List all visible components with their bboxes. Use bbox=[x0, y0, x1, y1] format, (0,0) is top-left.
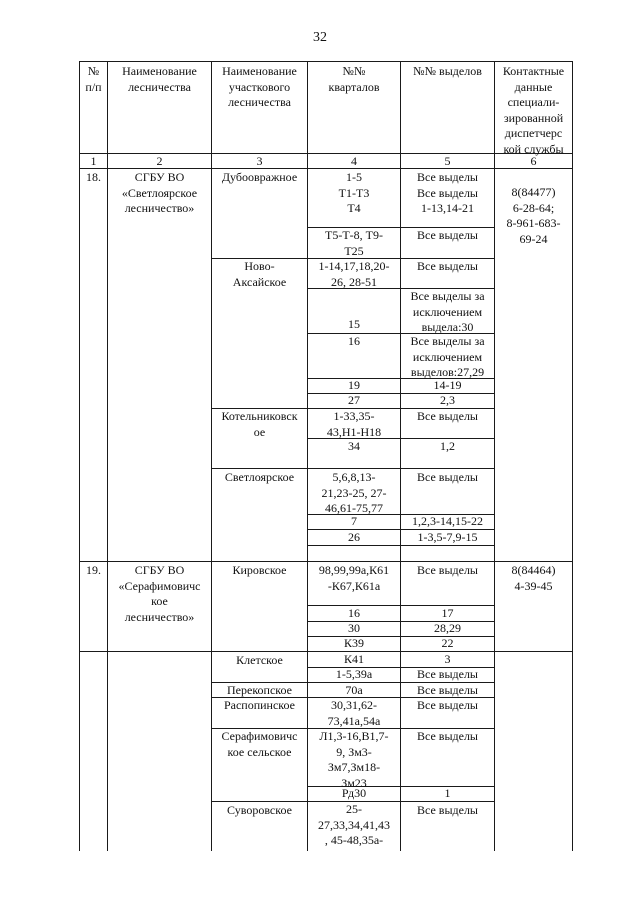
quarters-line: Л1,3-16,В1,7- bbox=[319, 729, 389, 743]
quarters-cell: 16 bbox=[348, 334, 360, 348]
contact-line: 69-24 bbox=[519, 231, 548, 246]
page-number: 32 bbox=[313, 30, 327, 45]
quarters-line: 43,Н1-Н18 bbox=[326, 424, 382, 439]
forestry-name-line: СГБУ ВО bbox=[134, 170, 185, 184]
forestry-name-line: кое bbox=[151, 594, 168, 608]
header-district-line1: Наименование bbox=[222, 64, 297, 78]
sections-cell: 14-19 bbox=[433, 378, 462, 392]
quarters-cell: 15 bbox=[348, 317, 360, 331]
sections-line: выдела:30 bbox=[421, 320, 474, 334]
contact-line: 8(84464) bbox=[511, 563, 556, 577]
header-contacts-line5: диспетчерс bbox=[504, 126, 563, 140]
col-number-4: 4 bbox=[351, 154, 357, 168]
quarters-cell: Рд30 bbox=[341, 786, 367, 800]
header-contacts-line6: кой службы bbox=[503, 141, 564, 156]
quarters-cell bbox=[308, 802, 400, 849]
header-forestry-line1: Наименование bbox=[122, 64, 197, 78]
quarters-line: 9, Зм3- bbox=[336, 744, 372, 759]
header-contacts-line2: данные bbox=[514, 79, 553, 94]
district-name: Кировское bbox=[232, 563, 287, 577]
col-number-3: 3 bbox=[256, 154, 263, 168]
contact-line: 8(84477) bbox=[511, 185, 556, 199]
quarters-line: 27,33,34,41,43 bbox=[318, 817, 390, 832]
sections-line: 1-13,14-21 bbox=[421, 201, 474, 215]
quarters-cell: 34 bbox=[348, 439, 360, 453]
sections-cell bbox=[401, 170, 494, 217]
quarters-line: , 45-48,35а- bbox=[324, 833, 384, 847]
header-quarters-line2: кварталов bbox=[328, 79, 380, 94]
contact-line: 6-28-64; bbox=[512, 200, 555, 215]
district-name: Клетское bbox=[236, 653, 283, 667]
sections-cell: 28,29 bbox=[434, 621, 461, 635]
quarters-line: 1-5 bbox=[346, 170, 362, 184]
quarters-cell: 16 bbox=[348, 606, 360, 620]
quarters-line: 98,99,99а,К61 bbox=[318, 563, 390, 577]
sections-cell: Все выделы bbox=[416, 563, 478, 577]
quarters-line: Т4 bbox=[347, 201, 361, 215]
sections-cell bbox=[401, 334, 494, 381]
sections-line: Все выделы bbox=[416, 170, 478, 184]
district-name: Светлоярское bbox=[224, 470, 295, 484]
sections-cell: 17 bbox=[441, 606, 454, 620]
sections-cell: Все выделы bbox=[416, 729, 478, 743]
district-name-line: Аксайское bbox=[232, 274, 287, 289]
forestry-name-line: «Серафимовичс bbox=[118, 578, 201, 593]
quarters-cell bbox=[308, 563, 400, 594]
sections-cell: 1 bbox=[444, 786, 451, 800]
header-number-line2: п/п bbox=[85, 79, 102, 94]
forestry-name-line: «Светлоярское bbox=[121, 185, 198, 200]
contact-line: 4-39-45 bbox=[514, 578, 553, 593]
quarters-line: 5,6,8,13- bbox=[332, 470, 376, 484]
quarters-cell: 26 bbox=[348, 530, 360, 544]
district-name bbox=[212, 259, 307, 290]
quarters-line: 73,41а,54а bbox=[327, 713, 381, 728]
quarters-cell: 70а bbox=[345, 683, 363, 697]
forestry-name-line: СГБУ ВО bbox=[134, 563, 185, 577]
sections-cell: Все выделы bbox=[416, 470, 478, 484]
header-contacts-line3: специали- bbox=[507, 95, 560, 109]
quarters-line: 25- bbox=[346, 802, 362, 816]
col-number-1: 1 bbox=[90, 154, 97, 168]
header-number-line1: № bbox=[87, 64, 100, 78]
sections-cell: Все выделы bbox=[416, 683, 478, 697]
quarters-cell: К39 bbox=[343, 636, 364, 650]
quarters-line: -К67,К61а bbox=[327, 578, 381, 593]
sections-cell: Все выделы bbox=[416, 409, 478, 423]
sections-cell: Все выделы bbox=[416, 698, 478, 712]
quarters-line: 1-14,17,18,20- bbox=[318, 259, 390, 273]
contact-info bbox=[495, 563, 572, 594]
sections-cell: Все выделы bbox=[416, 259, 478, 273]
district-name: Суворовское bbox=[227, 803, 292, 817]
district-name: Перекопское bbox=[227, 683, 292, 697]
forestry-name-line: лесничество» bbox=[124, 609, 195, 624]
quarters-cell: 30 bbox=[348, 621, 360, 635]
district-name-line: кое сельское bbox=[227, 744, 292, 759]
header-district-line2: участкового bbox=[228, 79, 291, 94]
sections-cell: Все выделы bbox=[416, 803, 478, 817]
sections-line: исключением bbox=[412, 349, 483, 364]
quarters-line: 26, 28-51 bbox=[331, 274, 377, 289]
quarters-cell bbox=[308, 698, 400, 729]
col-number-6: 6 bbox=[530, 154, 537, 168]
quarters-cell bbox=[308, 170, 400, 217]
quarters-cell bbox=[308, 259, 400, 290]
quarters-line: Т1-Т3 bbox=[338, 185, 370, 200]
district-name-line: ое bbox=[253, 424, 266, 439]
quarters-line: Т25 bbox=[344, 243, 364, 258]
quarters-line: 46,61-75,77 bbox=[325, 501, 383, 515]
sections-cell: 2,3 bbox=[440, 393, 455, 407]
district-name-line: Котельниковск bbox=[221, 409, 298, 423]
sections-cell: Все выделы bbox=[416, 667, 478, 681]
contact-info bbox=[495, 185, 572, 247]
forestry-name-line: лесничество» bbox=[124, 201, 195, 215]
district-name: Дубоовражное bbox=[221, 170, 298, 184]
quarters-line: 21,23-25, 27- bbox=[321, 485, 387, 500]
sections-line: Все выделы bbox=[416, 185, 478, 200]
header-quarters-line1: №№ bbox=[342, 64, 366, 78]
contact-line: 8-961-683- bbox=[506, 216, 561, 230]
header-contacts-line1: Контактные bbox=[502, 64, 565, 78]
quarters-line: 1-33,35- bbox=[333, 409, 375, 423]
district-name-line: Ново- bbox=[244, 259, 275, 273]
header-contacts-line4: зированной bbox=[503, 110, 564, 125]
quarters-line: 30,31,62- bbox=[331, 698, 377, 712]
district-name-line: Серафимовичс bbox=[221, 729, 298, 743]
sections-cell: 1-3,5-7,9-15 bbox=[417, 530, 478, 544]
forestry-name bbox=[108, 563, 211, 625]
district-name bbox=[212, 729, 307, 760]
sections-line: Все выделы за bbox=[410, 334, 485, 348]
quarters-cell bbox=[308, 470, 400, 517]
district-name: Распопинское bbox=[223, 698, 296, 712]
quarters-line: Зм7,Зм18- bbox=[327, 760, 381, 774]
row-number: 18. bbox=[86, 170, 101, 184]
forestry-name bbox=[108, 170, 211, 217]
header-sections-line1: №№ выделов bbox=[413, 64, 482, 78]
sections-line: выделов:27,29 bbox=[410, 365, 485, 379]
quarters-cell bbox=[308, 729, 400, 791]
quarters-cell bbox=[308, 228, 400, 259]
quarters-cell: 7 bbox=[351, 514, 357, 528]
col-number-2: 2 bbox=[156, 154, 163, 168]
quarters-cell: К41 bbox=[343, 652, 364, 666]
quarters-cell: 27 bbox=[348, 393, 360, 407]
header-forestry-line2: лесничества bbox=[128, 79, 191, 94]
sections-line: исключением bbox=[412, 304, 483, 319]
sections-cell: 1,2 bbox=[440, 439, 455, 453]
quarters-cell: 19 bbox=[348, 378, 360, 392]
sections-cell: Все выделы bbox=[416, 228, 478, 242]
quarters-cell: 1-5,39а bbox=[335, 667, 373, 681]
sections-line: Все выделы за bbox=[410, 289, 485, 303]
col-number-5: 5 bbox=[444, 154, 451, 168]
quarters-line: Зм23 bbox=[341, 775, 367, 790]
header-district-line3: лесничества bbox=[228, 95, 291, 109]
quarters-line: Т5-Т-8, Т9- bbox=[325, 228, 383, 242]
district-name bbox=[212, 409, 307, 440]
sections-cell: 22 bbox=[441, 636, 454, 650]
sections-cell bbox=[401, 289, 494, 336]
sections-cell: 3 bbox=[444, 652, 451, 666]
sections-cell: 1,2,3-14,15-22 bbox=[412, 514, 483, 528]
quarters-cell bbox=[308, 409, 400, 440]
row-number: 19. bbox=[86, 563, 101, 577]
